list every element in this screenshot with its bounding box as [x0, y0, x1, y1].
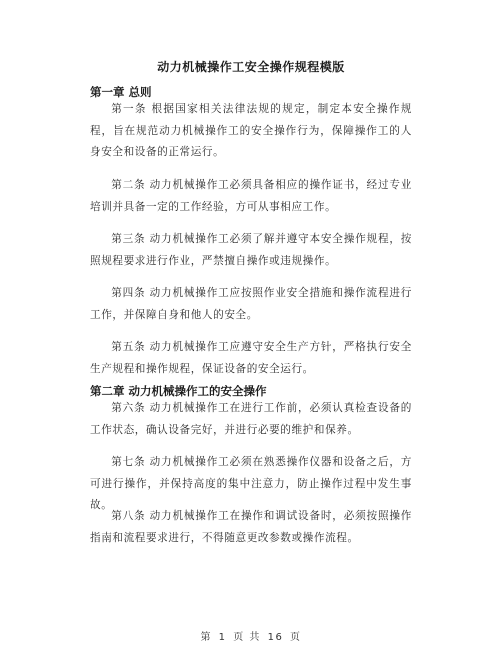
paragraph: 第五条 动力机械操作工应遵守安全生产方针，严格执行安全生产规程和操作规程，保证设备的安全运行。	[90, 341, 412, 375]
chapter-heading: 第二章 动力机械操作工的安全操作	[90, 384, 267, 398]
paragraph: 第七条 动力机械操作工必须在熟悉操作仪器和设备之后，方可进行操作，并保持高度的集中注意力，防止操作过程中发生事故。	[90, 456, 412, 511]
paragraph: 第六条 动力机械操作工在进行工作前，必须认真检查设备的工作状态，确认设备完好，并进行必要的维护和保养。	[90, 402, 412, 436]
paragraph: 第八条 动力机械操作工在操作和调试设备时，必须按照操作指南和流程要求进行，不得随意更改参数或操作流程。	[90, 510, 412, 544]
total-pages-number: 16	[267, 632, 284, 643]
paragraph: 第二条 动力机械操作工必须具备相应的操作证书，经过专业培训并具备一定的工作经验，方可从事相应工作。	[90, 179, 412, 213]
page-footer	[0, 628, 502, 643]
current-page-number: 1	[218, 632, 227, 643]
paragraph: 第一条 根据国家相关法律法规的规定，制定本安全操作规程，旨在规范动力机械操作工的安全操作行为，保障操作工的人身安全和设备的正常运行。	[90, 103, 412, 158]
footer-middle: 页 共	[233, 632, 261, 643]
paragraph: 第三条 动力机械操作工必须了解并遵守本安全操作规程，按照规程要求进行作业，严禁擅自操作或违规操作。	[90, 233, 412, 267]
paragraph: 第四条 动力机械操作工应按照作业安全措施和操作流程进行工作，并保障自身和他人的安全。	[90, 287, 412, 321]
document-title: 动力机械操作工安全操作规程模版	[157, 60, 345, 74]
footer-prefix: 第	[200, 632, 212, 643]
footer-suffix: 页	[290, 632, 302, 643]
chapter-heading: 第一章 总则	[90, 85, 152, 99]
